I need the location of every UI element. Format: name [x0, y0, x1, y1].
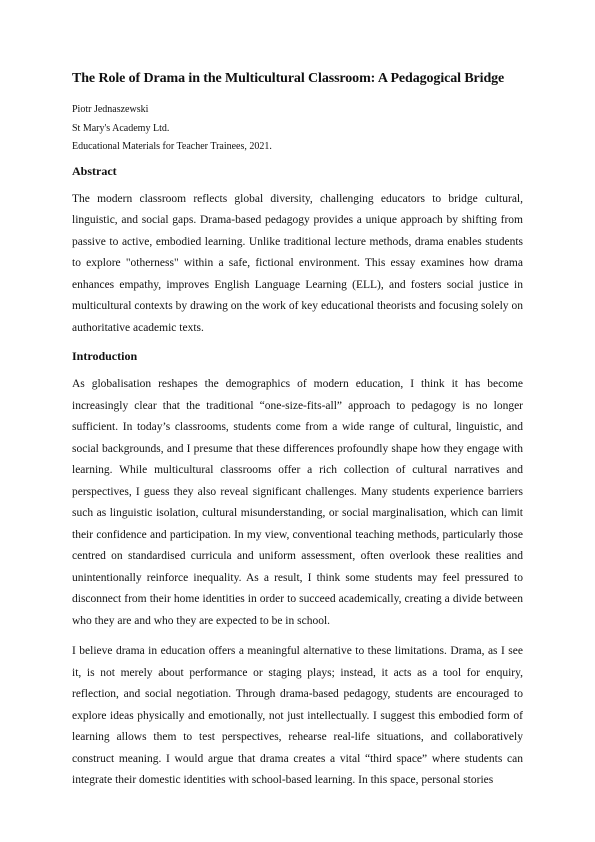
introduction-paragraph-1: As globalisation reshapes the demographics of modern education, I think it has become increasingly clear that the traditional “one-size-fits-all” approach to pedagogy is no longer sufficient. In today’s classrooms, students come from a wide range of cultural, linguistic, and social backgrounds, and I presume that these differences profoundly shape how they engage with learning. While multicultural classrooms offer a rich collection of cultural narratives and perspectives, I guess they also reveal significant challenges. Many students experience barriers such as linguistic isolation, cultural misunderstanding, or social marginalisation, which can limit their confidence and participation. In my view, conventional teaching methods, particularly those centred on standardised curricula and uniform assessment, often overlook these realities and unintentionally reinforce inequality. As a result, I think some students may feel pressured to disconnect from their home identities in order to succeed academically, creating a divide between who they are and who they are expected to be in school. [72, 378, 523, 627]
introduction-heading: Introduction [72, 349, 138, 363]
introduction-paragraph-2: I believe drama in education offers a meaningful alternative to these limitations. Drama, as I see it, is not merely about performance or staging plays; instead, it acts as a tool for enquiry, reflection, and social negotiation. Through drama-based pedagogy, students are encouraged to explore ideas physically and emotionally, not just intellectually. I suggest this embodied form of learning allows them to test perspectives, rehearse real-life situations, and collaboratively construct meaning. I would argue that drama creates a vital “third space” where students can integrate their domestic identities with school-based learning. In this space, personal stories [72, 645, 523, 786]
publication-source: Educational Materials for Teacher Trainees, 2021. [72, 141, 272, 152]
abstract-heading: Abstract [72, 163, 117, 178]
document-metadata [72, 101, 523, 157]
author-affiliation: St Mary's Academy Ltd. [72, 122, 170, 134]
author-name: Piotr Jednaszewski [72, 104, 149, 115]
document-content [72, 70, 523, 792]
document-title: The Role of Drama in the Multicultural Classroom: A Pedagogical Bridge [72, 71, 505, 86]
abstract-paragraph: The modern classroom reflects global diversity, challenging educators to bridge cultural, linguistic, and social gaps. Drama-based pedagogy provides a unique approach by shifting from passive to active, embodied learning. Unlike traditional lecture methods, drama enables students to explore "otherness" within a safe, fictional environment. This essay examines how drama enhances empathy, improves English Language Learning (ELL), and fosters social justice in multicultural contexts by drawing on the work of key educational theorists and focusing solely on authoritative academic texts. [72, 192, 523, 334]
